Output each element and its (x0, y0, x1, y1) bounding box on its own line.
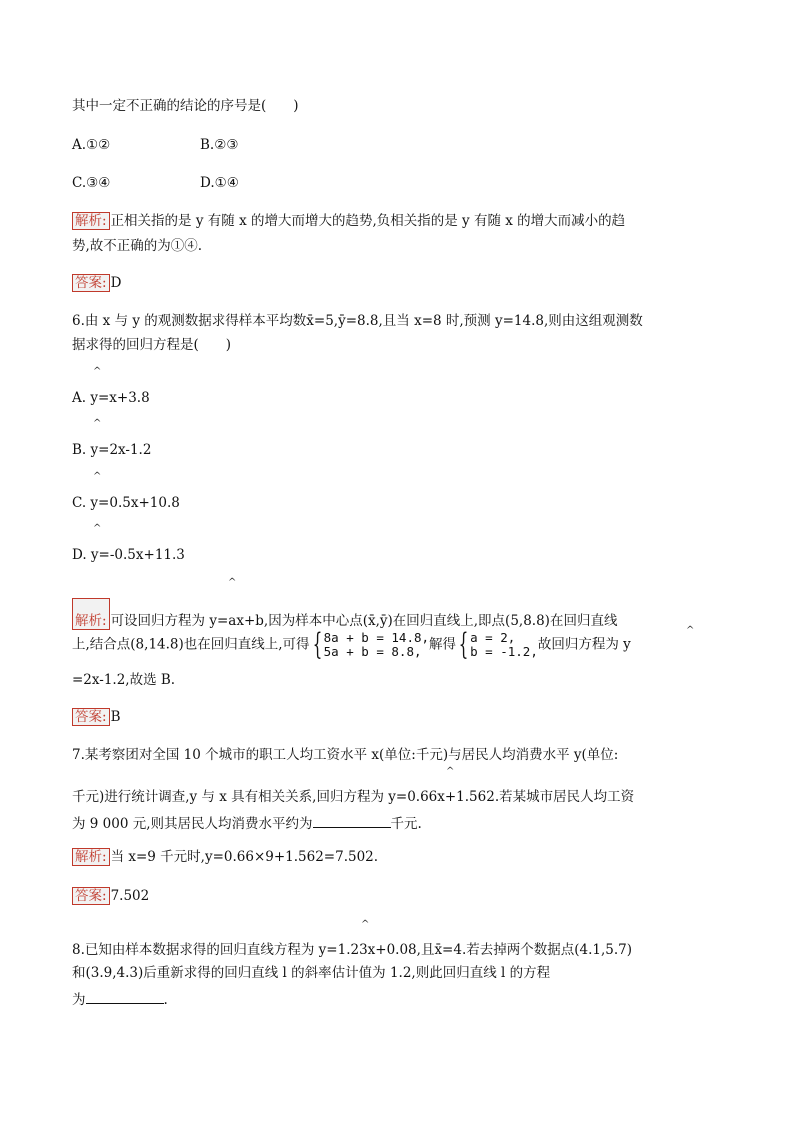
q7-stem-cont2 (72, 813, 422, 833)
equation-row: b = -1.2, (470, 644, 538, 659)
equation-row: 8a + b = 14.8, (323, 630, 430, 645)
q8-stem: 8.已知由样本数据求得的回归直线方程为 y=1.23x+0.08,且x̄=4.若去掉两个数据点(4.1,5.7) (72, 942, 633, 958)
q5-answer (72, 274, 121, 292)
question-text: 为 9 000 元,则其居民人均消费水平约为 (72, 816, 313, 832)
answer-tag: 答案: (72, 274, 110, 292)
brace-icon: { (312, 627, 322, 662)
q6-analysis-cont2: =2x-1.2,故选 B. (72, 672, 176, 688)
equation-system-1 (324, 631, 429, 659)
question-text: 为 (72, 992, 86, 1008)
hat-mark: ^ (686, 625, 695, 636)
q7-analysis (72, 848, 378, 866)
q6-option-d: D. y=-0.5x+11.3 (72, 547, 185, 563)
q8-stem-cont2 (72, 989, 168, 1009)
q7-answer (72, 887, 149, 905)
q7-stem-cont: 千元)进行统计调查,y 与 x 具有相关关系,回归方程为 y=0.66x+1.562.若某城市居民人均工资 (72, 789, 635, 805)
hat-mark: ^ (93, 523, 102, 534)
hat-mark: ^ (93, 366, 102, 377)
q5-option-c: C.③④ (72, 175, 111, 191)
q6-answer (72, 708, 120, 726)
analysis-text: 上,结合点(8,14.8)也在回归直线上,可得 (72, 636, 310, 653)
hat-mark: ^ (228, 577, 237, 588)
analysis-tag: 解析: (72, 212, 110, 230)
answer-blank[interactable] (86, 989, 164, 1004)
answer-blank[interactable] (313, 813, 391, 828)
analysis-text: 解得 (429, 636, 457, 653)
answer-tag: 答案: (72, 708, 110, 726)
hat-mark: ^ (93, 418, 102, 429)
answer-value: B (110, 709, 121, 725)
analysis-text: 当 x=9 千元时,y=0.66×9+1.562=7.502. (110, 849, 379, 865)
q7-stem: 7.某考察团对全国 10 个城市的职工人均工资水平 x(单位:千元)与居民人均消费水平 y(单位: (72, 747, 619, 763)
analysis-text: 故回归方程为 y (537, 636, 631, 653)
period: . (163, 992, 168, 1008)
q5-option-b: B.②③ (200, 137, 239, 153)
q6-stem-cont: 据求得的回归方程是( ) (72, 337, 232, 353)
equation-row: 5a + b = 8.8, (323, 644, 422, 659)
q5-option-a: A.①② (72, 137, 111, 153)
q6-option-b: B. y=2x-1.2 (72, 442, 152, 458)
brace-icon: { (458, 627, 469, 662)
q8-stem-cont: 和(3.9,4.3)后重新求得的回归直线 l 的斜率估计值为 1.2,则此回归直线 l 的方程 (72, 965, 551, 981)
answer-value: D (110, 275, 122, 291)
equation-system-2 (470, 631, 538, 659)
q5-analysis-cont: 势,故不正确的为①④. (72, 238, 203, 254)
q6-option-c: C. y=0.5x+10.8 (72, 495, 180, 511)
hat-mark: ^ (446, 766, 455, 777)
q6-analysis-cont (72, 627, 631, 662)
q5-stem: 其中一定不正确的结论的序号是( ) (72, 98, 299, 114)
answer-tag: 答案: (72, 887, 110, 905)
q5-option-d: D.①④ (200, 175, 239, 191)
equation-row: a = 2, (470, 630, 516, 645)
q6-analysis (72, 598, 617, 630)
question-text: 千元. (390, 816, 422, 832)
hat-mark: ^ (93, 471, 102, 482)
analysis-text: 可设回归方程为 y=ax+b,因为样本中心点(x̄,ȳ)在回归直线上,即点(5,8.8)在回归直线 (110, 613, 618, 629)
answer-value: 7.502 (110, 888, 150, 904)
q6-stem: 6.由 x 与 y 的观测数据求得样本平均数x̄=5,ȳ=8.8,且当 x=8 时,预测 y=14.8,则由这组观测数 (72, 313, 643, 329)
hat-mark: ^ (361, 919, 370, 930)
analysis-text: 正相关指的是 y 有随 x 的增大而增大的趋势,负相关指的是 y 有随 x 的增大而减小的趋 (110, 213, 626, 229)
q5-analysis (72, 212, 625, 230)
analysis-tag: 解析: (72, 848, 110, 866)
analysis-tag: 解析: (72, 598, 110, 630)
q6-option-a: A. y=x+3.8 (72, 390, 150, 406)
